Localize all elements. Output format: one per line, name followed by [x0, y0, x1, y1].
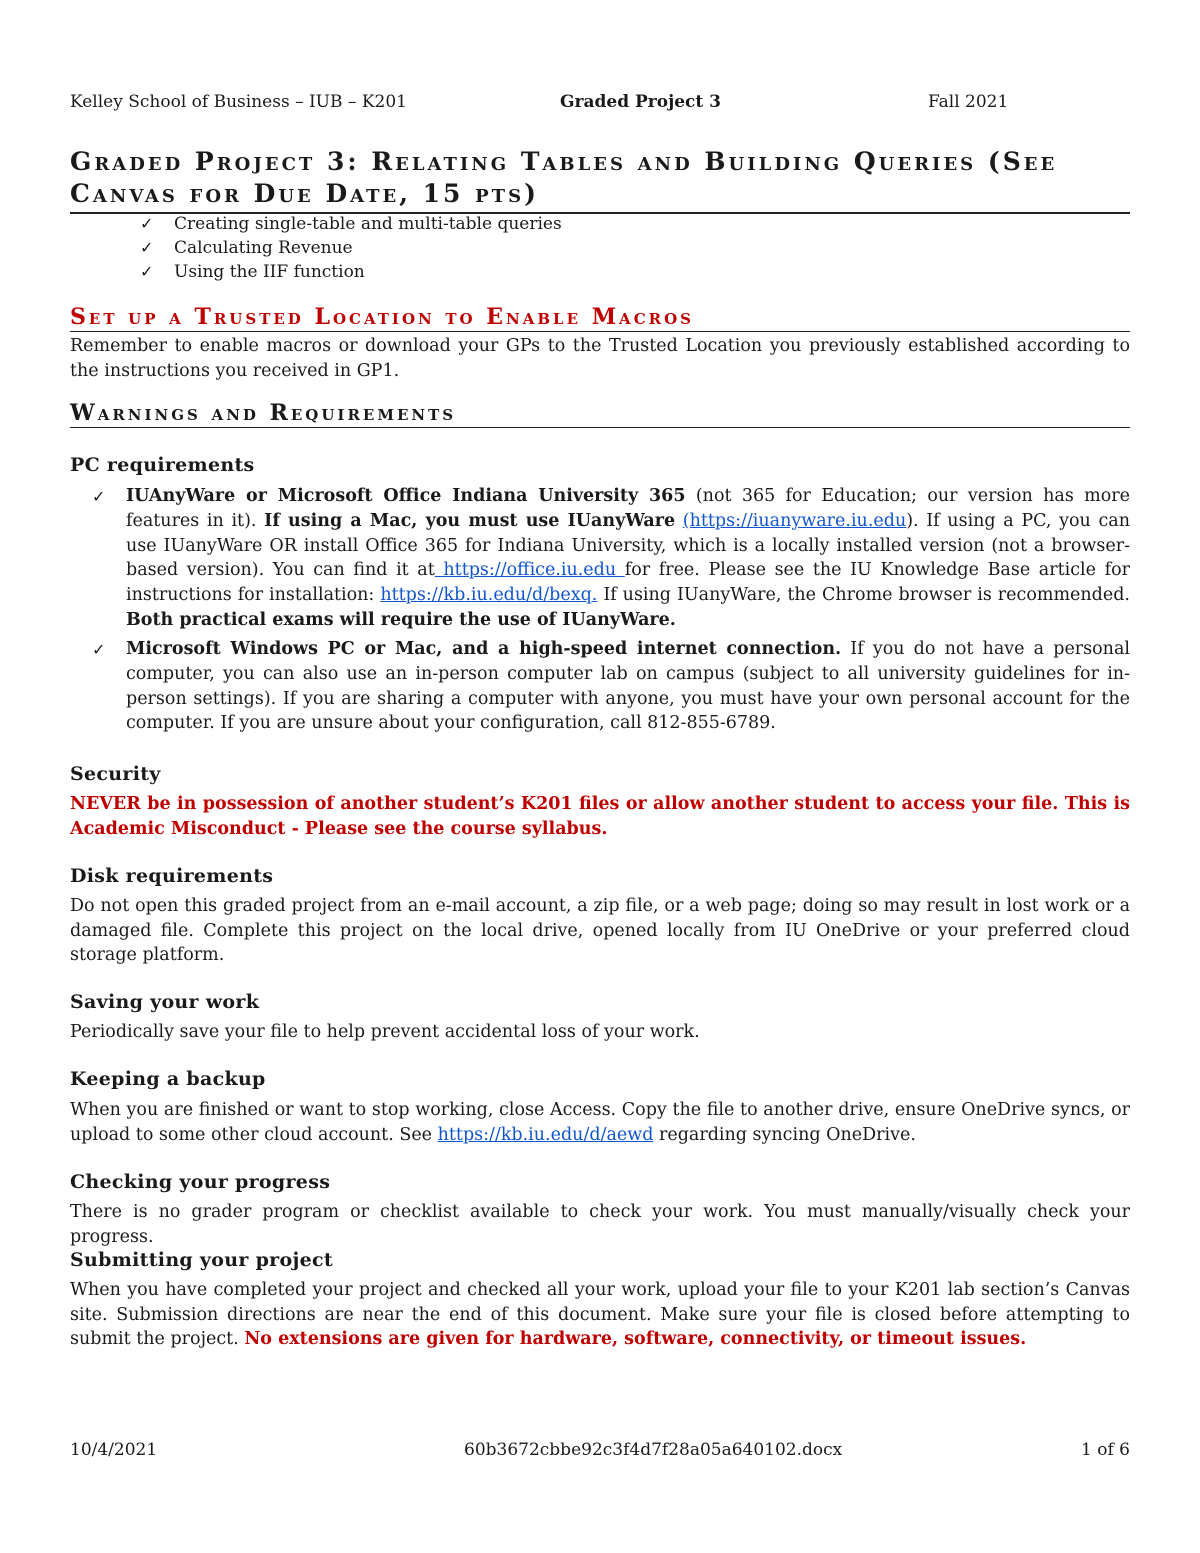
progress-text: There is no grader program or checklist available to check your work. You must manually/visually check your progress. [70, 1202, 1130, 1247]
disk-requirements-heading: Disk requirements [70, 865, 274, 887]
page-footer [70, 1440, 1130, 1464]
document-page [70, 0, 1130, 1553]
check-icon: ✓ [92, 640, 106, 659]
disk-requirements-text: Do not open this graded project from an e-mail account, a zip file, or a web page; doing so may result in lost work or a damaged file. Complete this project on the local drive, opened locally from IU OneDrive or your preferred cloud storage platform. [70, 896, 1130, 965]
check-icon: ✓ [140, 262, 154, 281]
list-item: ✓ Using the IIF function [140, 262, 365, 282]
header-right: Fall 2021 [928, 92, 1009, 112]
list-item: ✓ Calculating Revenue [140, 238, 353, 258]
kb-aewd-link[interactable]: https://kb.iu.edu/d/aewd [437, 1124, 654, 1145]
footer-date: 10/4/2021 [70, 1440, 158, 1460]
list-item: ✓ Creating single-table and multi-table queries [140, 214, 562, 234]
pc-requirements-heading: PC requirements [70, 454, 255, 476]
requirement-item-2: ✓ Microsoft Windows PC or Mac, and a high-speed internet connection. If you do not have a personal computer, you can also use an in-person computer lab on campus (subject to all university guidelines for in-person settings). If you are sharing a computer with anyone, you must have your own personal account for the computer. If you are unsure about your configuration, call 812-855-6789. [92, 639, 1130, 734]
backup-heading: Keeping a backup [70, 1068, 266, 1090]
check-icon: ✓ [92, 487, 106, 506]
title-line-1: Graded Project 3: Relating Tables and Building Queries (See [70, 147, 1058, 176]
objectives-list [140, 212, 562, 284]
saving-heading: Saving your work [70, 991, 260, 1013]
saving-text: Periodically save your file to help prevent accidental loss of your work. [70, 1022, 700, 1042]
security-heading: Security [70, 763, 161, 785]
trusted-location-text: Remember to enable macros or download your GPs to the Trusted Location you previously established according to the instructions you received in GP1. [70, 336, 1130, 381]
title-line-2: Canvas for Due Date, 15 pts) [70, 179, 539, 208]
submit-heading: Submitting your project [70, 1249, 333, 1271]
check-icon: ✓ [140, 214, 154, 233]
header-left: Kelley School of Business – IUB – K201 [70, 92, 407, 112]
requirement-item-1: ✓ IUAnyWare or Microsoft Office Indiana University 365 (not 365 for Education; our version has more features in it). If using a Mac, you must use IUanyWare (https://iuanyware.iu.edu). If using a PC, you can use IUanyWare OR install Office 365 for Indiana University, which is a locally installed version (not a browser-based version). You can find it at https://office.iu.edu for free. Please see the IU Knowledge Base article for instructions for installation: https://kb.iu.edu/d/bexq. If using IUanyWare, the Chrome browser is recommended. Both practical exams will require the use of IUanyWare. [92, 486, 1130, 630]
page-header [70, 92, 1130, 116]
header-center: Graded Project 3 [560, 92, 721, 112]
submit-text: When you have completed your project and checked all your work, upload your file to your K201 lab section’s Canvas site. Submission directions are near the end of this document. Make sure your file is closed before attempting to submit the project. No extensions are given for hardware, software, connectivity, or timeout issues. [70, 1280, 1130, 1349]
kb-bexq-link[interactable]: https://kb.iu.edu/d/bexq. [380, 585, 598, 606]
check-icon: ✓ [140, 238, 154, 257]
warnings-heading: Warnings and Requirements [70, 399, 1130, 428]
document-title [70, 146, 1130, 214]
security-warning: NEVER be in possession of another student’s K201 files or allow another student to access your file. This is Academic Misconduct - Please see the course syllabus. [70, 794, 1130, 839]
footer-page-number: 1 of 6 [1081, 1440, 1130, 1460]
iuanyware-link[interactable]: (https://iuanyware.iu.edu [682, 510, 907, 531]
backup-text: When you are finished or want to stop working, close Access. Copy the file to another drive, ensure OneDrive syncs, or upload to some other cloud account. See https://kb.iu.edu/d/aewd regarding syncing OneDrive. [70, 1100, 1130, 1145]
trusted-location-heading: Set up a Trusted Location to Enable Macros [70, 303, 1130, 332]
footer-filename: 60b3672cbbe92c3f4d7f28a05a640102.docx [464, 1440, 843, 1460]
office-link[interactable]: https://office.iu.edu [434, 560, 625, 581]
progress-heading: Checking your progress [70, 1171, 331, 1193]
no-extensions-warning: No extensions are given for hardware, software, connectivity, or timeout issues. [244, 1329, 1027, 1349]
